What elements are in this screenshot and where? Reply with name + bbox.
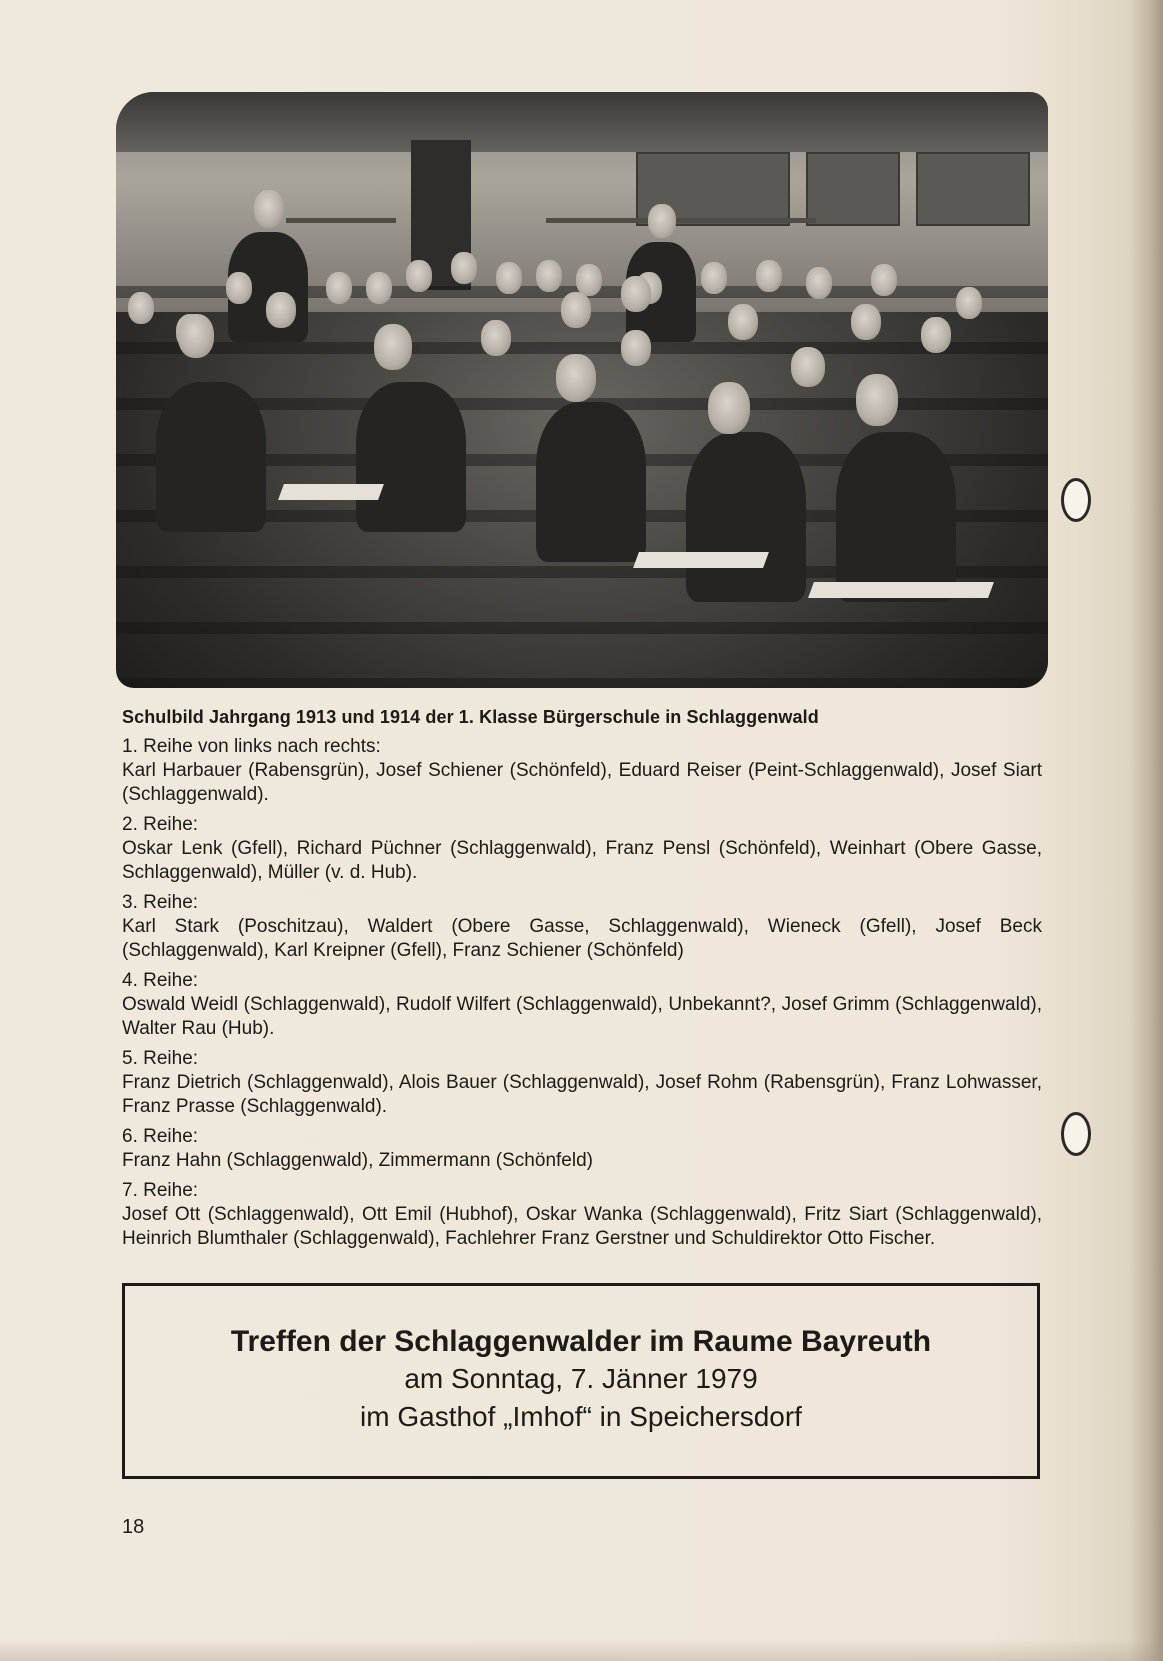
photo-book xyxy=(278,484,384,500)
row-label: 3. Reihe: xyxy=(122,892,199,913)
photo-face xyxy=(621,276,651,312)
photo-face xyxy=(791,347,825,387)
photo-figure xyxy=(156,382,266,532)
notice-location: im Gasthof „Imhof“ in Speichersdorf xyxy=(360,1401,802,1432)
photo-face xyxy=(806,267,832,299)
photo-face xyxy=(178,314,214,358)
photo-face xyxy=(254,190,284,228)
photo-face xyxy=(956,287,982,319)
photo-window xyxy=(916,152,1030,226)
row-label: 6. Reihe: xyxy=(122,1126,199,1147)
class-photograph xyxy=(116,92,1048,688)
notice-heading: Treffen der Schlaggenwalder im Raume Bayreuth xyxy=(230,1325,932,1358)
photo-face xyxy=(621,330,651,366)
photo-face xyxy=(561,292,591,328)
photo-face xyxy=(871,264,897,296)
photo-figure xyxy=(686,432,806,602)
row-names: Oskar Lenk (Gfell), Richard Püchner (Schlaggenwald), Franz Pensl (Schönfeld), Weinhart (Obere Gasse, Schlaggenwald), Müller (v. d. Hub). xyxy=(122,838,1042,883)
photo-book xyxy=(633,552,769,568)
photo-face xyxy=(226,272,252,304)
photo-rail xyxy=(546,218,816,223)
photo-face xyxy=(326,272,352,304)
row-names: Josef Ott (Schlaggenwald), Ott Emil (Hubhof), Oskar Wanka (Schlaggenwald), Fritz Siart (Schlaggenwald), Heinrich Blumthaler (Schlaggenwald), Fachlehrer Franz Gerstner und Schuldirektor Otto Fischer. xyxy=(122,1204,1042,1249)
photo-face xyxy=(756,260,782,292)
photo-face xyxy=(366,272,392,304)
photo-caption xyxy=(122,705,1042,1257)
page-number: 18 xyxy=(122,1516,145,1538)
row-names: Franz Dietrich (Schlaggenwald), Alois Bauer (Schlaggenwald), Josef Rohm (Rabensgrün), Franz Lohwasser, Franz Prasse (Schlaggenwald). xyxy=(122,1072,1042,1117)
page-edge-shadow xyxy=(1129,0,1163,1661)
photo-face xyxy=(856,374,898,426)
photo-ceiling xyxy=(116,92,1048,152)
row-label: 4. Reihe: xyxy=(122,970,199,991)
photo-window xyxy=(806,152,900,226)
photo-face xyxy=(576,264,602,296)
photo-book xyxy=(808,582,994,598)
punch-hole-top xyxy=(1061,478,1091,522)
photo-face xyxy=(481,320,511,356)
row-names: Oswald Weidl (Schlaggenwald), Rudolf Wilfert (Schlaggenwald), Unbekannt?, Josef Grimm (Schlaggenwald), Walter Rau (Hub). xyxy=(122,994,1042,1039)
photo-face xyxy=(701,262,727,294)
photo-figure xyxy=(356,382,466,532)
photo-face xyxy=(128,292,154,324)
photo-figure xyxy=(836,432,956,602)
photo-face xyxy=(266,292,296,328)
row-label: 2. Reihe: xyxy=(122,814,199,835)
notice-date: am Sonntag, 7. Jänner 1979 xyxy=(404,1363,758,1394)
meeting-notice-box xyxy=(122,1283,1040,1479)
row-names: Karl Harbauer (Rabensgrün), Josef Schiener (Schönfeld), Eduard Reiser (Peint-Schlaggenwald), Josef Siart (Schlaggenwald). xyxy=(122,760,1042,805)
photo-face xyxy=(496,262,522,294)
photo-face xyxy=(648,204,676,238)
photo-face xyxy=(708,382,750,434)
photo-face xyxy=(851,304,881,340)
photo-face xyxy=(406,260,432,292)
caption-title: Schulbild Jahrgang 1913 und 1914 der 1. Klasse Bürgerschule in Schlaggenwald xyxy=(122,707,819,727)
page-bottom-shadow xyxy=(0,1639,1163,1661)
photo-face xyxy=(728,304,758,340)
photo-face xyxy=(374,324,412,370)
row-label: 5. Reihe: xyxy=(122,1048,199,1069)
photo-face xyxy=(921,317,951,353)
row-label: 1. Reihe von links nach rechts: xyxy=(122,736,381,757)
row-names: Franz Hahn (Schlaggenwald), Zimmermann (Schönfeld) xyxy=(122,1150,593,1171)
photo-face xyxy=(451,252,477,284)
row-label: 7. Reihe: xyxy=(122,1180,199,1201)
photo-figure xyxy=(536,402,646,562)
photo-face xyxy=(556,354,596,402)
photo-rail xyxy=(286,218,396,223)
photo-face xyxy=(536,260,562,292)
punch-hole-bottom xyxy=(1061,1112,1091,1156)
row-names: Karl Stark (Poschitzau), Waldert (Obere Gasse, Schlaggenwald), Wieneck (Gfell), Josef Beck (Schlaggenwald), Karl Kreipner (Gfell), Franz Schiener (Schönfeld) xyxy=(122,916,1042,961)
